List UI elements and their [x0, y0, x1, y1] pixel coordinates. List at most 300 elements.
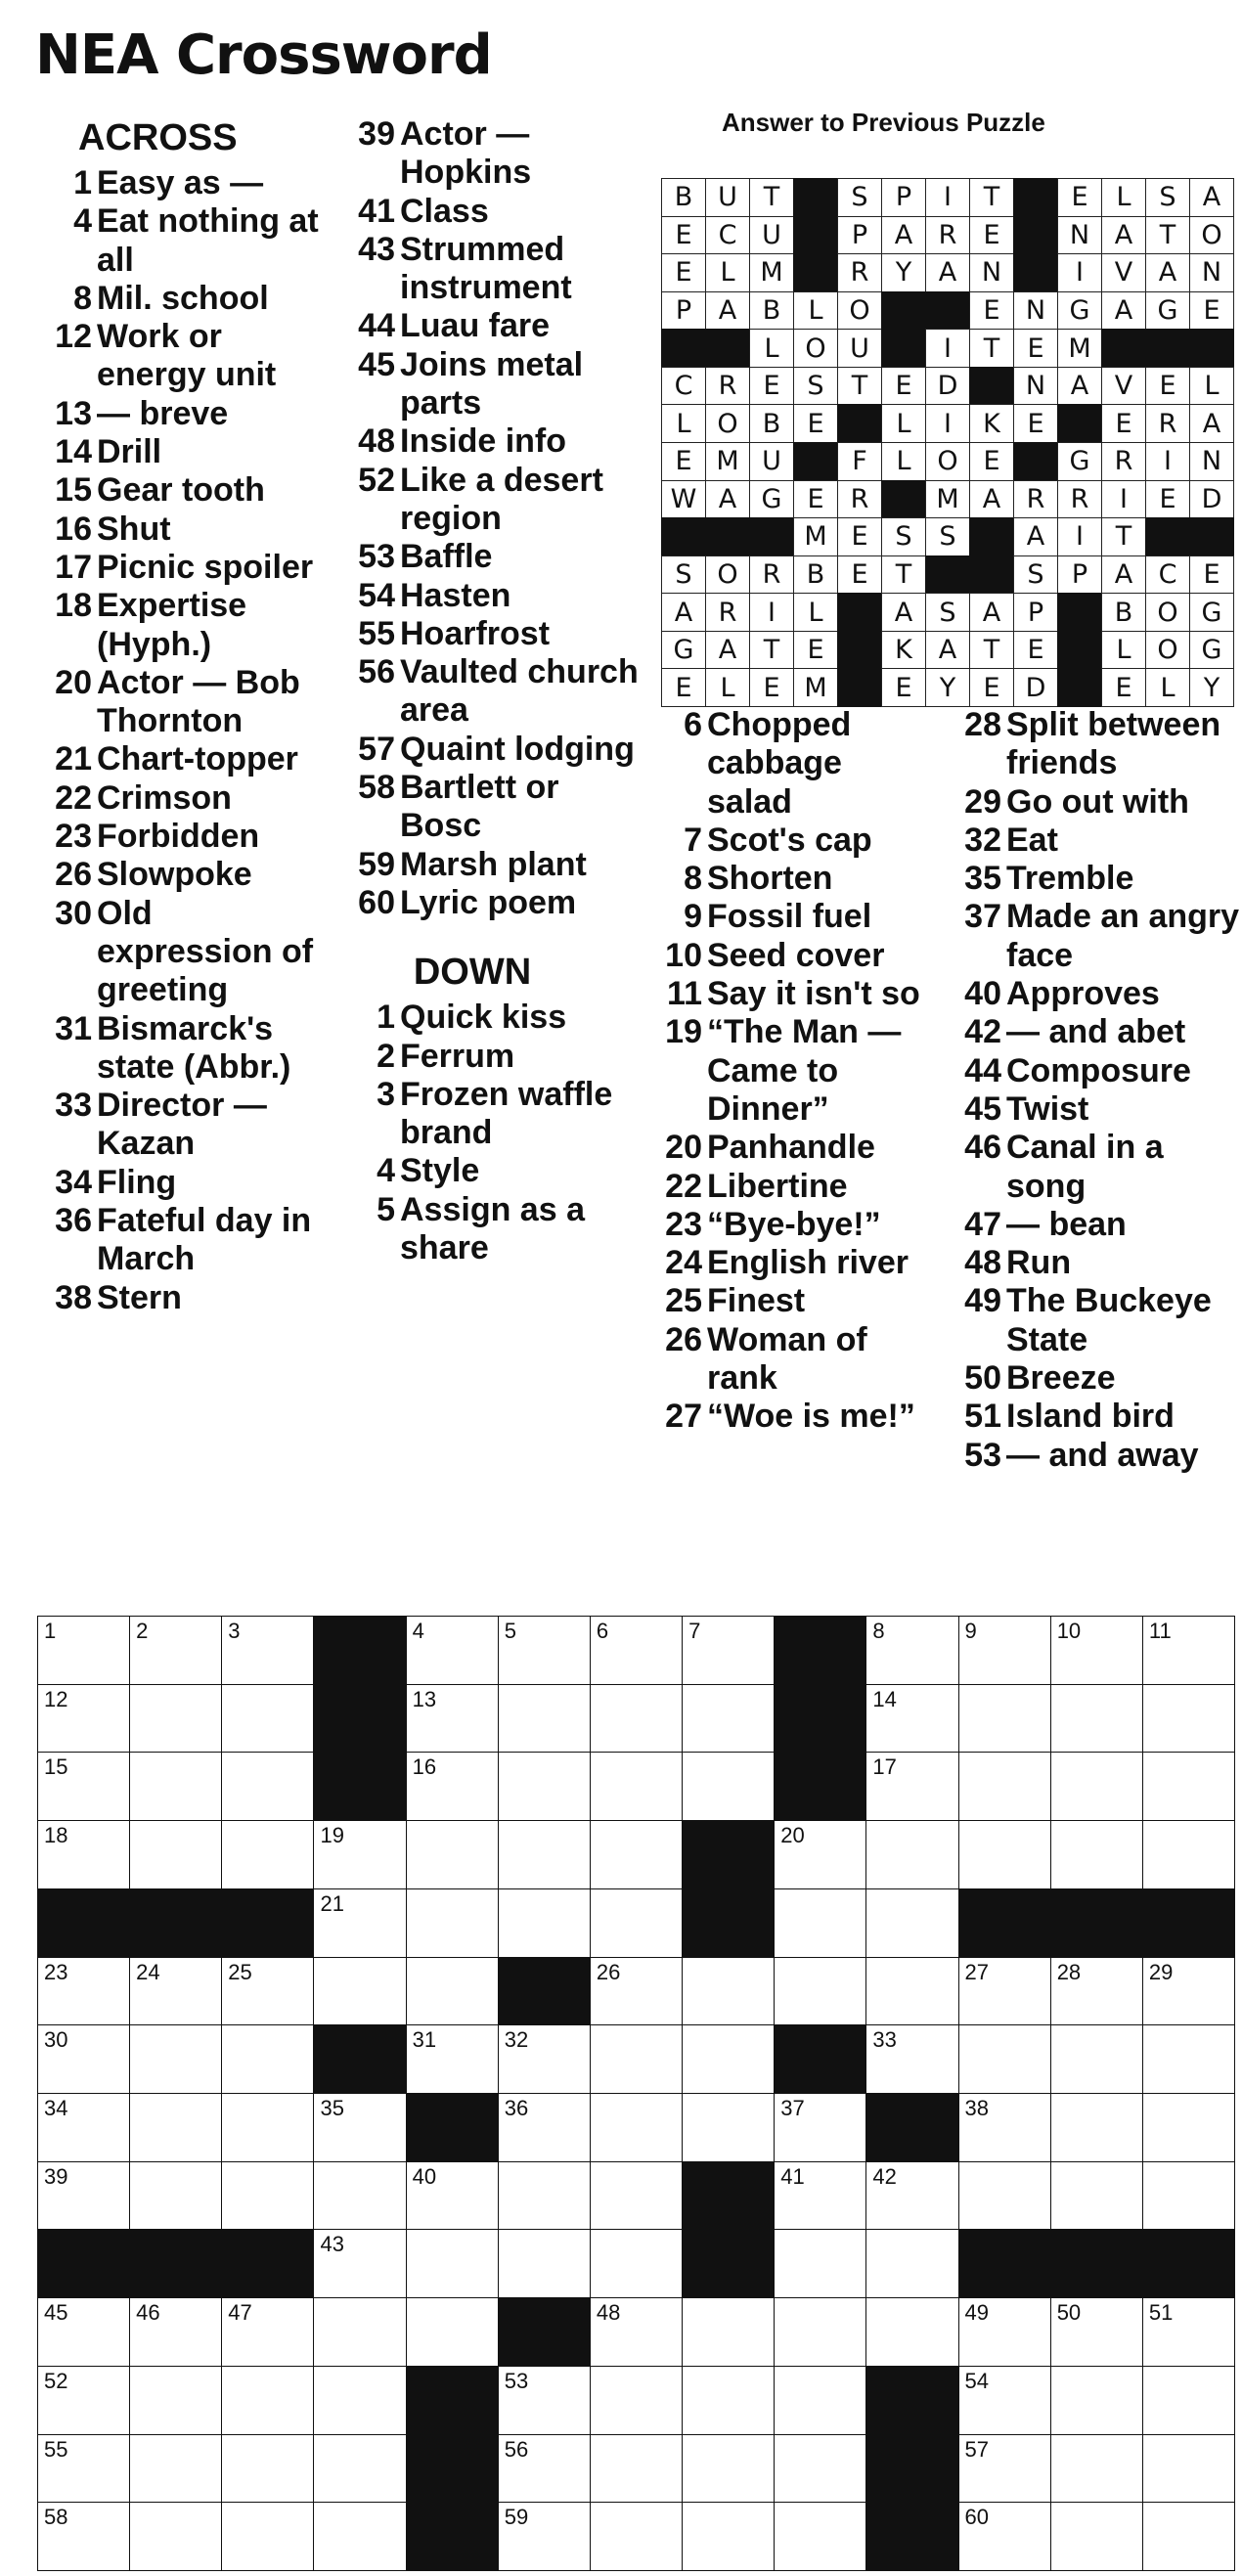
grid-cell[interactable] [590, 2093, 683, 2162]
grid-cell[interactable] [682, 1957, 775, 2026]
across-clue[interactable] [344, 193, 640, 231]
grid-cell[interactable] [221, 1820, 314, 1889]
grid-cell[interactable] [590, 1957, 683, 2026]
down-clue[interactable] [939, 860, 1240, 898]
grid-cell[interactable] [37, 1957, 130, 2026]
across-clue[interactable] [344, 307, 640, 345]
down-clue[interactable] [645, 1129, 929, 1167]
grid-cell[interactable] [590, 2502, 683, 2571]
across-clue[interactable] [344, 231, 640, 308]
answer-cell: U [749, 442, 794, 481]
down-clue[interactable] [645, 898, 929, 936]
grid-cell[interactable] [406, 1616, 499, 1685]
grid-cell[interactable] [865, 2161, 958, 2231]
grid-cell[interactable] [774, 1820, 866, 1889]
grid-cell[interactable] [221, 2297, 314, 2367]
down-clue[interactable] [645, 822, 929, 860]
grid-cell[interactable] [498, 2366, 591, 2435]
clue-number: 33 [55, 1087, 92, 1125]
grid-cell[interactable] [865, 1616, 958, 1685]
clue-number: 3 [377, 1075, 395, 1113]
across-clue[interactable] [344, 422, 640, 461]
grid-cell[interactable] [958, 1616, 1051, 1685]
answer-cell: L [705, 668, 750, 707]
grid-cell[interactable] [498, 2229, 591, 2298]
across-clue[interactable] [35, 664, 331, 741]
down-heading: DOWN [413, 952, 532, 994]
cell-number: 36 [504, 2096, 529, 2120]
down-clue[interactable] [344, 1152, 640, 1190]
grid-cell[interactable] [1142, 2366, 1235, 2435]
grid-cell[interactable] [498, 1888, 591, 1958]
down-clue[interactable] [939, 822, 1240, 860]
grid-cell[interactable] [313, 2366, 406, 2435]
across-clue[interactable] [35, 1087, 331, 1164]
across-clue[interactable] [35, 856, 331, 894]
grid-cell[interactable] [221, 2502, 314, 2571]
down-clue[interactable] [939, 706, 1240, 783]
cell-number: 59 [504, 2505, 529, 2530]
grid-cell[interactable] [1142, 1616, 1235, 1685]
clue-number: 28 [964, 706, 1001, 743]
across-clue[interactable] [344, 884, 640, 922]
grid-cell[interactable] [590, 1616, 683, 1685]
across-clue[interactable] [35, 280, 331, 318]
grid-cell[interactable] [221, 2434, 314, 2504]
grid-cell[interactable] [37, 1684, 130, 1754]
grid-cell[interactable] [865, 1684, 958, 1754]
grid-cell[interactable] [1142, 2434, 1235, 2504]
grid-cell[interactable] [774, 1888, 866, 1958]
grid-cell[interactable] [774, 2093, 866, 2162]
down-clue[interactable] [939, 1244, 1240, 1282]
grid-cell[interactable] [590, 1752, 683, 1821]
grid-cell[interactable] [221, 2161, 314, 2231]
grid-cell[interactable] [590, 2161, 683, 2231]
grid-cell[interactable] [406, 1820, 499, 1889]
grid-cell[interactable] [682, 2366, 775, 2435]
across-clue[interactable] [35, 1202, 331, 1279]
grid-cell[interactable] [129, 2366, 222, 2435]
grid-cell[interactable] [774, 2366, 866, 2435]
down-clue[interactable] [344, 1191, 640, 1268]
grid-cell[interactable] [406, 2297, 499, 2367]
grid-cell[interactable] [1050, 2366, 1143, 2435]
grid-cell[interactable] [129, 1616, 222, 1685]
down-clue[interactable] [645, 860, 929, 898]
grid-cell[interactable] [958, 1684, 1051, 1754]
grid-cell[interactable] [682, 2093, 775, 2162]
grid-cell[interactable] [221, 1684, 314, 1754]
across-clue[interactable] [35, 164, 331, 202]
grid-cell[interactable] [774, 1957, 866, 2026]
across-clue[interactable] [35, 511, 331, 549]
answer-cell: I [749, 593, 794, 632]
clue-text: “The Man — Came to Dinner” [707, 1013, 902, 1128]
down-clue[interactable] [645, 1206, 929, 1244]
clue-number: 41 [358, 192, 395, 230]
answer-block [705, 517, 750, 556]
answer-block [793, 253, 838, 292]
grid-cell[interactable] [37, 2024, 130, 2094]
across-clue[interactable] [344, 577, 640, 615]
grid-cell[interactable] [1050, 2093, 1143, 2162]
grid-cell[interactable] [313, 2434, 406, 2504]
grid-cell[interactable] [37, 2161, 130, 2231]
grid-cell[interactable] [958, 1820, 1051, 1889]
clue-text: Fossil fuel [707, 898, 872, 936]
grid-block [865, 2502, 958, 2571]
grid-cell[interactable] [590, 2024, 683, 2094]
grid-cell[interactable] [313, 2161, 406, 2231]
across-clue[interactable] [35, 587, 331, 664]
down-clue[interactable] [939, 1359, 1240, 1398]
grid-cell[interactable] [1050, 2024, 1143, 2094]
grid-block [129, 2229, 222, 2298]
answer-cell: T [969, 329, 1014, 368]
across-clue[interactable] [35, 895, 331, 1010]
grid-cell[interactable] [865, 2229, 958, 2298]
grid-cell[interactable] [37, 2297, 130, 2367]
across-clue[interactable] [344, 538, 640, 576]
answer-cell: I [1101, 480, 1146, 519]
grid-cell[interactable] [313, 2297, 406, 2367]
cell-number: 43 [320, 2232, 344, 2257]
grid-cell[interactable] [774, 2161, 866, 2231]
grid-cell[interactable] [406, 2229, 499, 2298]
answer-cell: E [969, 668, 1014, 707]
clue-text: Inside info [400, 422, 566, 461]
grid-cell[interactable] [313, 1888, 406, 1958]
clue-text: “Woe is me!” [707, 1398, 915, 1436]
grid-cell[interactable] [1050, 2297, 1143, 2367]
grid-cell[interactable] [1050, 2434, 1143, 2504]
grid-cell[interactable] [958, 2093, 1051, 2162]
across-clue[interactable] [35, 433, 331, 471]
cell-number: 31 [412, 2027, 437, 2053]
cell-number: 50 [1056, 2300, 1082, 2326]
grid-cell[interactable] [129, 1820, 222, 1889]
grid-cell[interactable] [129, 2502, 222, 2571]
answer-cell: G [749, 480, 794, 519]
clue-text: Hasten [400, 576, 511, 614]
cell-number: 2 [136, 1619, 149, 1643]
grid-cell[interactable] [129, 2093, 222, 2162]
across-clue[interactable] [35, 779, 331, 818]
answer-cell: V [1101, 253, 1146, 292]
cell-number: 12 [44, 1686, 68, 1711]
grid-cell[interactable] [1142, 1752, 1235, 1821]
cell-number: 55 [44, 2436, 68, 2462]
cell-number: 18 [44, 1823, 68, 1848]
across-clue[interactable] [344, 653, 640, 731]
grid-cell[interactable] [129, 2434, 222, 2504]
grid-cell[interactable] [865, 2297, 958, 2367]
down-clues-column-3 [645, 706, 929, 1437]
grid-cell[interactable] [682, 1616, 775, 1685]
answer-block [793, 216, 838, 255]
grid-cell[interactable] [313, 1957, 406, 2026]
grid-cell[interactable] [129, 2024, 222, 2094]
down-clue[interactable] [939, 1129, 1240, 1206]
down-clue[interactable] [645, 1244, 929, 1282]
grid-cell[interactable] [590, 1888, 683, 1958]
grid-cell[interactable] [774, 2297, 866, 2367]
grid-cell[interactable] [958, 1957, 1051, 2026]
clue-number: 1 [377, 999, 395, 1037]
grid-cell[interactable] [958, 2024, 1051, 2094]
grid-cell[interactable] [129, 2297, 222, 2367]
grid-cell[interactable] [1050, 1752, 1143, 1821]
answer-cell: N [1013, 367, 1058, 406]
grid-cell[interactable] [313, 2502, 406, 2571]
grid-cell[interactable] [1142, 2161, 1235, 2231]
across-clue[interactable] [35, 202, 331, 280]
grid-cell[interactable] [129, 1752, 222, 1821]
answer-cell: E [1189, 291, 1234, 331]
answer-cell: B [749, 404, 794, 443]
grid-cell[interactable] [590, 2434, 683, 2504]
grid-block [682, 2229, 775, 2298]
answer-cell: K [969, 404, 1014, 443]
grid-cell[interactable] [37, 2366, 130, 2435]
grid-cell[interactable] [1142, 2502, 1235, 2571]
grid-cell[interactable] [406, 1752, 499, 1821]
answer-cell: I [1057, 517, 1102, 556]
across-clue[interactable] [35, 471, 331, 510]
grid-cell[interactable] [1050, 1684, 1143, 1754]
grid-cell[interactable] [498, 1752, 591, 1821]
grid-cell[interactable] [498, 2024, 591, 2094]
clue-number: 24 [665, 1244, 702, 1282]
across-clue[interactable] [35, 549, 331, 587]
answer-cell: G [1145, 291, 1190, 331]
across-clue[interactable] [35, 1279, 331, 1317]
grid-cell[interactable] [1142, 1684, 1235, 1754]
grid-cell[interactable] [221, 1957, 314, 2026]
grid-cell[interactable] [37, 2093, 130, 2162]
grid-cell[interactable] [1142, 2093, 1235, 2162]
down-clue[interactable] [645, 1168, 929, 1206]
grid-cell[interactable] [406, 1957, 499, 2026]
grid-cell[interactable] [958, 2502, 1051, 2571]
answer-cell: Y [925, 668, 970, 707]
down-clue[interactable] [645, 1013, 929, 1129]
answer-block [705, 329, 750, 368]
answer-block [837, 593, 882, 632]
grid-cell[interactable] [590, 2229, 683, 2298]
grid-cell[interactable] [682, 2434, 775, 2504]
grid-cell[interactable] [682, 1752, 775, 1821]
clue-number: 39 [358, 115, 395, 153]
grid-cell[interactable] [406, 2161, 499, 2231]
grid-cell[interactable] [590, 1820, 683, 1889]
down-clue[interactable] [645, 1321, 929, 1399]
across-clue[interactable] [35, 740, 331, 778]
answer-cell: A [1101, 291, 1146, 331]
answer-cell: E [661, 253, 706, 292]
down-clue[interactable] [645, 1282, 929, 1320]
clue-number: 16 [55, 510, 92, 548]
across-clue[interactable] [344, 731, 640, 769]
answer-cell: R [837, 480, 882, 519]
answer-cell: P [837, 216, 882, 255]
grid-cell[interactable] [958, 2366, 1051, 2435]
down-clue[interactable] [939, 783, 1240, 822]
grid-cell[interactable] [958, 1752, 1051, 1821]
clue-text: Forbidden [97, 818, 260, 856]
clue-text: Strummed instrument [400, 230, 572, 307]
cell-number: 47 [228, 2300, 252, 2326]
answer-cell: O [1145, 593, 1190, 632]
cell-number: 40 [412, 2163, 437, 2189]
across-clue[interactable] [344, 615, 640, 653]
grid-cell[interactable] [498, 1684, 591, 1754]
clue-text: English river [707, 1244, 909, 1282]
grid-cell[interactable] [37, 1752, 130, 1821]
grid-cell[interactable] [1142, 2024, 1235, 2094]
grid-cell[interactable] [590, 1684, 683, 1754]
grid-cell[interactable] [774, 2502, 866, 2571]
down-clue[interactable] [645, 1398, 929, 1436]
grid-cell[interactable] [958, 2434, 1051, 2504]
down-clue[interactable] [939, 1090, 1240, 1129]
grid-cell[interactable] [865, 1957, 958, 2026]
grid-cell[interactable] [221, 1752, 314, 1821]
grid-cell[interactable] [313, 2093, 406, 2162]
down-clue[interactable] [939, 1282, 1240, 1359]
across-clue[interactable] [344, 769, 640, 846]
grid-cell[interactable] [37, 2434, 130, 2504]
grid-cell[interactable] [498, 1820, 591, 1889]
grid-cell[interactable] [682, 2024, 775, 2094]
down-clue[interactable] [939, 1052, 1240, 1090]
answer-cell: T [1145, 216, 1190, 255]
grid-cell[interactable] [682, 2297, 775, 2367]
across-clue[interactable] [344, 462, 640, 539]
grid-cell[interactable] [498, 2502, 591, 2571]
answer-cell: B [793, 555, 838, 595]
grid-cell[interactable] [221, 2093, 314, 2162]
grid-block [498, 2297, 591, 2367]
grid-cell[interactable] [1050, 1957, 1143, 2026]
grid-cell[interactable] [682, 2502, 775, 2571]
crossword-grid[interactable] [37, 1616, 1234, 2570]
grid-cell[interactable] [221, 2024, 314, 2094]
grid-cell[interactable] [221, 1616, 314, 1685]
grid-cell[interactable] [129, 1684, 222, 1754]
grid-cell[interactable] [37, 2502, 130, 2571]
grid-cell[interactable] [774, 2434, 866, 2504]
clue-number: 46 [964, 1129, 1001, 1167]
answer-cell: E [1013, 329, 1058, 368]
across-clue[interactable] [344, 846, 640, 884]
grid-cell[interactable] [406, 1888, 499, 1958]
grid-cell[interactable] [774, 2229, 866, 2298]
answer-cell: M [705, 442, 750, 481]
grid-cell[interactable] [313, 2229, 406, 2298]
grid-cell[interactable] [498, 2161, 591, 2231]
down-clue[interactable] [645, 975, 929, 1013]
down-clue[interactable] [645, 937, 929, 975]
clue-text: Old expression of greeting [97, 894, 314, 1009]
grid-cell[interactable] [1050, 2161, 1143, 2231]
down-clue[interactable] [344, 999, 640, 1037]
grid-cell[interactable] [1142, 1820, 1235, 1889]
clue-text: Slowpoke [97, 856, 252, 894]
across-clue[interactable] [35, 395, 331, 433]
across-clue[interactable] [35, 318, 331, 395]
grid-cell[interactable] [1050, 1616, 1143, 1685]
grid-cell[interactable] [1050, 1820, 1143, 1889]
across-clue[interactable] [35, 1164, 331, 1202]
down-clue[interactable] [344, 1038, 640, 1076]
grid-cell[interactable] [865, 2024, 958, 2094]
down-clue[interactable] [939, 1398, 1240, 1436]
grid-cell[interactable] [406, 2024, 499, 2094]
across-clue[interactable] [35, 818, 331, 856]
clue-number: 34 [55, 1163, 92, 1201]
grid-cell[interactable] [958, 2297, 1051, 2367]
clue-number: 2 [377, 1037, 395, 1075]
grid-cell[interactable] [1142, 2297, 1235, 2367]
answer-cell: E [1057, 178, 1102, 217]
down-clue[interactable] [939, 1013, 1240, 1051]
grid-cell[interactable] [129, 2161, 222, 2231]
cell-number: 24 [136, 1959, 160, 1984]
down-clue[interactable] [344, 1076, 640, 1153]
grid-cell[interactable] [313, 1820, 406, 1889]
down-clue[interactable] [939, 1437, 1240, 1475]
across-clue[interactable] [35, 1010, 331, 1088]
answer-cell: A [1189, 404, 1234, 443]
across-clue[interactable] [344, 346, 640, 423]
grid-cell[interactable] [958, 2161, 1051, 2231]
clue-text: Quaint lodging [400, 730, 635, 768]
grid-cell[interactable] [37, 1820, 130, 1889]
across-clue[interactable] [344, 115, 640, 193]
clue-number: 53 [358, 538, 395, 576]
clue-number: 12 [55, 318, 92, 356]
grid-cell[interactable] [865, 1888, 958, 1958]
answer-cell: R [749, 555, 794, 595]
cell-number: 26 [596, 1959, 621, 1984]
grid-cell[interactable] [865, 1820, 958, 1889]
clue-text: Go out with [1006, 782, 1189, 821]
grid-cell[interactable] [498, 2093, 591, 2162]
clue-number: 22 [55, 778, 92, 817]
grid-cell[interactable] [37, 1616, 130, 1685]
grid-cell[interactable] [590, 2366, 683, 2435]
grid-cell[interactable] [1142, 1957, 1235, 2026]
across-heading: ACROSS [78, 117, 238, 158]
down-clue[interactable] [939, 1206, 1240, 1244]
grid-cell[interactable] [498, 1616, 591, 1685]
grid-cell[interactable] [1050, 2502, 1143, 2571]
grid-cell[interactable] [498, 2434, 591, 2504]
clue-text: Canal in a song [1006, 1129, 1164, 1205]
grid-cell[interactable] [865, 1752, 958, 1821]
down-clue[interactable] [939, 898, 1240, 975]
grid-cell[interactable] [590, 2297, 683, 2367]
grid-cell[interactable] [682, 1684, 775, 1754]
grid-cell[interactable] [129, 1957, 222, 2026]
down-clue[interactable] [645, 706, 929, 822]
grid-cell[interactable] [406, 1684, 499, 1754]
down-clue[interactable] [939, 975, 1240, 1013]
clue-number: 37 [964, 898, 1001, 936]
grid-cell[interactable] [221, 2366, 314, 2435]
